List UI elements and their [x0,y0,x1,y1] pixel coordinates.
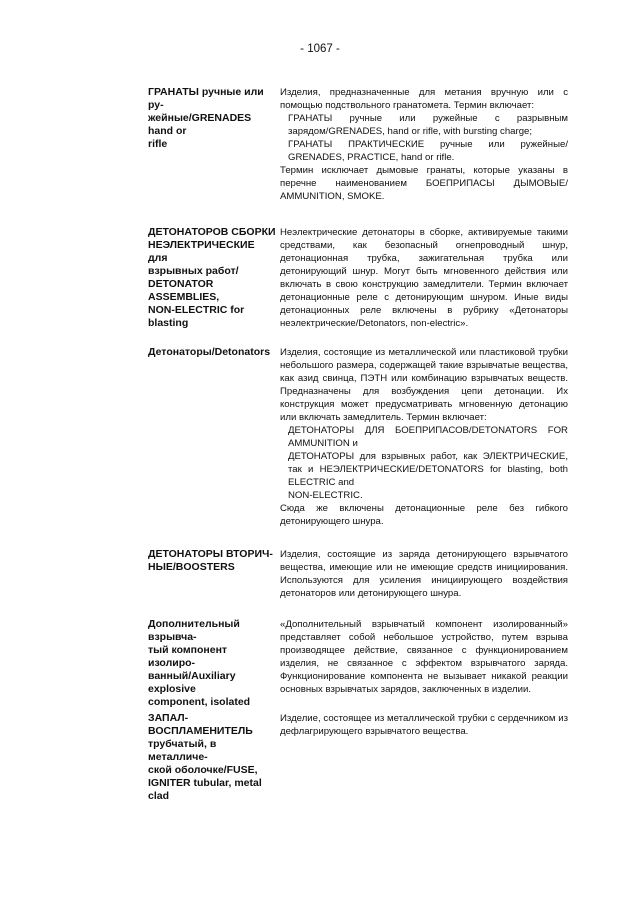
entry-term: ДЕТОНАТОРОВ СБОРКИ НЕЭЛЕКТРИЧЕСКИЕ для взрывных работ/ DETONATOR ASSEMBLIES, NON-ELECTRIC for blasting [148,226,276,329]
entry-definition [280,712,568,738]
include-item: ГРАНАТЫ ручные или ружейные с разрывным зарядом/GRENADES, hand or rifle, with bursting charge; [288,113,568,137]
entry-term: ГРАНАТЫ ручные или ру- жейные/GRENADES hand or rifle [148,86,264,150]
definition-intro: Изделия, предназначенные для метания вручную или с помощью подствольного гранатомета. Термин включает: [280,87,568,111]
entry-term: Дополнительный взрывча- тый компонент изолиро- ванный/Auxiliary explosive component, isolated [148,618,251,708]
page-number: - 1067 - [300,43,340,55]
include-item: ДЕТОНАТОРЫ для взрывных работ, как ЭЛЕКТРИЧЕСКИЕ, так и НЕЭЛЕКТРИЧЕСКИЕ/DETONATORS for blasting, both ELECTRIC and [288,451,568,488]
entry-term: ЗАПАЛ-ВОСПЛАМЕНИТЕЛЬ трубчатый, в металличе- ской оболочке/FUSE, IGNITER tubular, metal clad [148,712,262,802]
definition-intro: Изделие, состоящее из металлической трубки с сердечником из дефлагрирующего взрывчатого вещества. [280,713,568,737]
include-item: ДЕТОНАТОРЫ ДЛЯ БОЕПРИПАСОВ/DETONATORS FOR AMMUNITION и [288,425,568,449]
definition-intro: «Дополнительный взрывчатый компонент изолированный» представляет собой небольшое устройство, путем взрыва производящее действие, связанное с функционированием изделия, не связанное с эффектом взрывчатого заряда. Функционирование компонента не вызывает никакой реакции основных взрывчатых зарядов, заключенных в изделии. [280,619,568,695]
entry-term: Детонаторы/Detonators [148,346,271,358]
definition-includes [288,424,568,502]
glossary-entry-boosters [148,548,568,608]
glossary-entry-grenades [148,86,568,206]
entry-definition [280,548,568,600]
entry-definition [280,618,568,696]
definition-intro: Неэлектрические детонаторы в сборке, активируемые такими средствами, как безопасный огнепроводный шнур, детонационная трубка, зажигательная трубка или детонирующий шнур. Могут быть мгновенного действия или включать в свою конструкцию замедлители. Термин включает детонационные реле с детонирующим шнуром. Иные виды детонационных реле включены в рубрику «Детонаторы неэлектрические/Detonators, non-electric». [280,227,568,329]
definition-outro: Термин исключает дымовые гранаты, которые указаны в перечне наименованием БОЕПРИПАСЫ ДЫМОВЫЕ/ AMMUNITION, SMOKE. [280,165,568,202]
definition-intro: Изделия, состоящие из заряда детонирующего взрывчатого вещества, имеющие или не имеющие средств инициирования. Используются для усиления инициирующего воздействия детонаторов или детонирующего шнура. [280,549,568,599]
include-item: NON-ELECTRIC. [288,490,363,501]
definition-intro: Изделия, состоящие из металлической или пластиковой трубки небольшого размера, содержащей такие взрывчатые вещества, как азид свинца, ПЭТН или комбинацию взрывчатых веществ. Предназначены для возбуждения цепи детонации. Их конструкция может предусматривать мгновенную детонацию или включать замедлитель. Термин включает: [280,347,568,423]
entry-definition [280,86,568,203]
entry-definition [280,226,568,330]
glossary-entry-auxiliary-component [148,618,568,708]
entry-term: ДЕТОНАТОРЫ ВТОРИЧ- НЫЕ/BOOSTERS [148,548,273,573]
definition-outro: Сюда же включены детонационные реле без гибкого детонирующего шнура. [280,503,568,527]
entry-definition [280,346,568,528]
include-item: ГРАНАТЫ ПРАКТИЧЕСКИЕ ручные или ружейные/ GRENADES, PRACTICE, hand or rifle. [288,139,568,163]
glossary-entry-fuse-igniter [148,712,568,802]
definition-includes [288,112,568,164]
glossary-entry-detonators [148,346,568,536]
glossary-entry-detonator-assemblies [148,226,568,336]
